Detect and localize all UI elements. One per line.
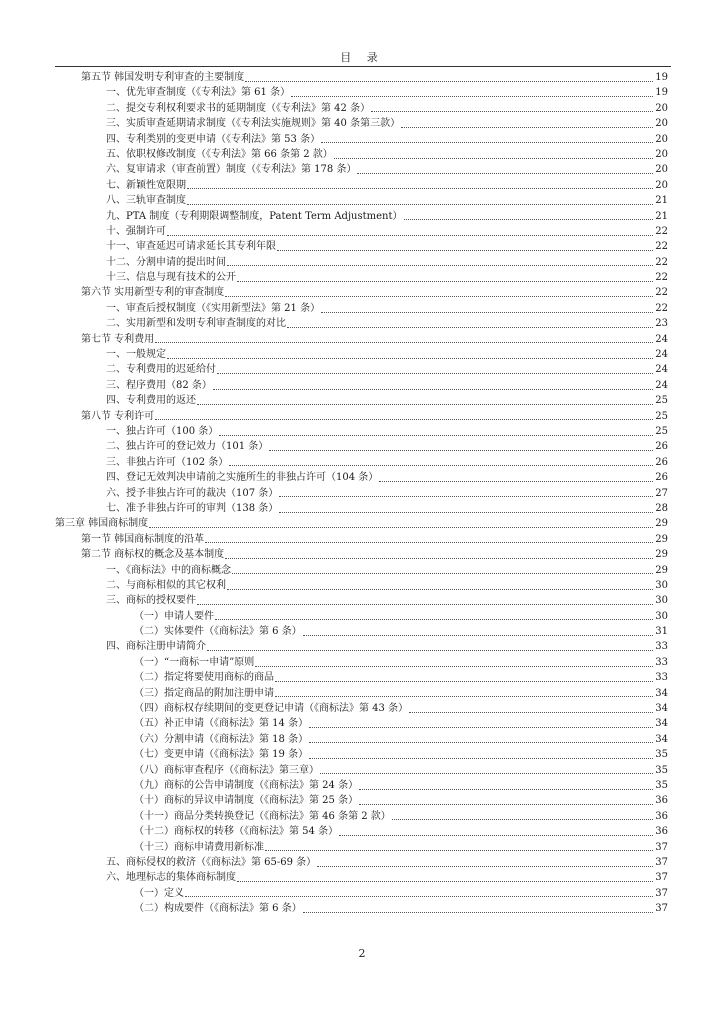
toc-entry[interactable] [0, 701, 724, 716]
toc-entry[interactable] [0, 547, 724, 562]
toc-leader-dots [409, 711, 653, 713]
toc-entry-page: 29 [655, 549, 668, 561]
toc-entry-title: （一）“一商标一申请”原则 [134, 656, 255, 668]
toc-entry-page: 24 [655, 364, 668, 376]
toc-entry-page: 34 [655, 718, 668, 730]
toc-leader-dots [359, 803, 653, 805]
toc-leader-dots [317, 865, 653, 867]
toc-entry-page: 22 [655, 272, 668, 284]
toc-entry-title: 三、实质审查延期请求制度（《专利法实施规则》第 40 条第三款） [106, 118, 401, 130]
toc-entry-title: （三）指定商品的附加注册申请 [134, 687, 274, 699]
toc-entry-title: （九）商标的公告申请制度（《商标法》第 24 条） [134, 779, 359, 791]
toc-entry[interactable] [0, 378, 724, 393]
toc-entry[interactable] [0, 670, 724, 685]
toc-leader-dots [359, 788, 653, 790]
toc-entry-title: 第五节 韩国发明专利审查的主要制度 [81, 72, 245, 83]
toc-leader-dots [275, 695, 653, 697]
toc-entry-title: （二）构成要件（《商标法》第 6 条） [134, 903, 302, 915]
toc-entry-page: 36 [655, 826, 668, 838]
toc-entry-page: 29 [655, 533, 668, 545]
toc-entry-title: 四、登记无效判决申请前之实施所生的非独占许可（104 条） [106, 472, 379, 484]
toc-entry-page: 31 [655, 626, 668, 638]
toc-entry[interactable] [0, 501, 724, 516]
toc-leader-dots [334, 157, 653, 159]
toc-entry-title: 第八节 专利许可 [81, 410, 155, 422]
toc-leader-dots [227, 588, 653, 590]
toc-entry[interactable] [0, 732, 724, 747]
toc-leader-dots [205, 541, 653, 543]
toc-leader-dots [213, 388, 653, 390]
toc-entry-page: 20 [655, 164, 668, 176]
toc-entry-title: 四、商标注册申请简介 [106, 641, 206, 653]
toc-leader-dots [215, 618, 653, 620]
toc-entry-page: 20 [655, 148, 668, 160]
toc-entry-title: 一、一般规定 [106, 349, 166, 361]
toc-entry-title: 第三章 韩国商标制度 [55, 518, 149, 530]
toc-leader-dots [197, 603, 653, 605]
toc-entry-page: 26 [655, 472, 668, 484]
toc-entry[interactable] [0, 778, 724, 793]
toc-entry-page: 27 [655, 487, 668, 499]
toc-entry-title: （二）实体要件（《商标法》第 6 条） [134, 626, 302, 638]
toc-entry-title: （七）变更申请（《商标法》第 19 条） [134, 749, 309, 761]
toc-leader-dots [225, 295, 653, 297]
toc-entry-page: 37 [655, 872, 668, 884]
toc-entry[interactable] [0, 563, 724, 578]
toc-entry[interactable] [0, 132, 724, 147]
toc-leader-dots [237, 280, 653, 282]
toc-entry-title: （十三）商标申请费用新标准 [134, 841, 264, 853]
toc-entry-page: 36 [655, 810, 668, 822]
toc-entry-title: （二）指定将要使用商标的商品 [134, 672, 274, 684]
toc-leader-dots [277, 249, 653, 251]
toc-entry[interactable] [0, 85, 724, 100]
toc-entry[interactable] [0, 716, 724, 731]
toc-entry[interactable] [0, 578, 724, 593]
toc-entry[interactable] [0, 840, 724, 855]
toc-entry-page: 20 [655, 102, 668, 114]
page-header-title: 目 录 [340, 51, 384, 64]
toc-leader-dots [149, 526, 653, 528]
toc-entry-title: （一）定义 [134, 887, 184, 899]
toc-entry[interactable] [0, 362, 724, 377]
toc-entry[interactable] [0, 763, 724, 778]
toc-entry-page: 22 [655, 241, 668, 253]
toc-leader-dots [187, 187, 653, 189]
toc-leader-dots [303, 911, 653, 913]
toc-entry-title: 第七节 专利费用 [81, 333, 155, 345]
toc-leader-dots [237, 880, 653, 882]
toc-entry[interactable] [0, 439, 724, 454]
toc-entry-page: 21 [655, 195, 668, 207]
toc-entry-page: 35 [655, 749, 668, 761]
toc-leader-dots [167, 234, 653, 236]
toc-entry-page: 33 [655, 656, 668, 668]
toc-entry[interactable] [0, 209, 724, 224]
toc-entry-title: 七、准予非独占许可的审判（138 条） [106, 502, 279, 514]
toc-entry-page: 20 [655, 133, 668, 145]
toc-leader-dots [255, 665, 653, 667]
toc-entry[interactable] [0, 639, 724, 654]
toc-entry[interactable] [0, 285, 724, 300]
toc-entry[interactable] [0, 855, 724, 870]
toc-entry[interactable] [0, 409, 724, 424]
toc-entry-page: 22 [655, 302, 668, 314]
toc-entry[interactable] [0, 193, 724, 208]
toc-entry-title: （十二）商标权的转移（《商标法》第 54 条） [134, 826, 339, 838]
toc-leader-dots [401, 126, 653, 128]
toc-entry-page: 37 [655, 903, 668, 915]
toc-entry-title: 第二节 商标权的概念及基本制度 [81, 549, 225, 561]
toc-leader-dots [371, 110, 653, 112]
toc-entry[interactable] [0, 824, 724, 839]
toc-entry-title: 十二、分割申请的提出时间 [106, 256, 226, 268]
toc-entry-title: 一、《商标法》中的商标概念 [106, 564, 231, 576]
toc-entry-page: 29 [655, 564, 668, 576]
toc-entry-title: （六）分割申请（《商标法》第 18 条） [134, 733, 309, 745]
toc-entry-page: 34 [655, 733, 668, 745]
toc-entry-title: （一）申请人要件 [134, 610, 214, 622]
toc-leader-dots [275, 680, 653, 682]
toc-entry-page: 21 [655, 210, 668, 222]
toc-entry[interactable] [0, 532, 724, 547]
toc-entry-page: 20 [655, 179, 668, 191]
toc-leader-dots [232, 572, 653, 574]
toc-entry-page: 24 [655, 379, 668, 391]
toc-entry[interactable] [0, 747, 724, 762]
toc-entry-title: （十一）商品分类转换登记（《商标法》第 46 条第 2 款） [134, 810, 391, 822]
header-rule [55, 66, 671, 67]
toc-leader-dots [303, 634, 653, 636]
toc-entry[interactable] [0, 486, 724, 501]
toc-entry-title: 一、审查后授权制度（《实用新型法》第 21 条） [106, 302, 321, 314]
toc-entry[interactable] [0, 347, 724, 362]
toc-leader-dots [320, 772, 653, 774]
toc-leader-dots [227, 264, 653, 266]
toc-entry-title: 二、专利费用的迟延给付 [106, 364, 216, 376]
toc-entry[interactable] [0, 793, 724, 808]
toc-entry-page: 26 [655, 441, 668, 453]
toc-entry-title: （十）商标的异议申请制度（《商标法》第 25 条） [134, 795, 359, 807]
toc-entry-title: 四、专利类别的变更申请（《专利法》第 53 条） [106, 133, 321, 145]
toc-entry-page: 22 [655, 256, 668, 268]
toc-entry[interactable] [0, 901, 724, 916]
table-of-contents [0, 70, 724, 916]
toc-leader-dots [357, 172, 653, 174]
toc-entry[interactable] [0, 655, 724, 670]
toc-entry-title: （五）补正申请（《商标法》第 14 条） [134, 718, 309, 730]
toc-entry-title: 三、程序费用（82 条） [106, 379, 212, 391]
toc-leader-dots [155, 341, 653, 343]
toc-entry[interactable] [0, 886, 724, 901]
toc-entry-page: 33 [655, 672, 668, 684]
toc-entry[interactable] [0, 809, 724, 824]
toc-entry[interactable] [0, 516, 724, 531]
toc-entry-page: 37 [655, 841, 668, 853]
toc-entry-page: 23 [655, 318, 668, 330]
toc-entry-title: 二、与商标相似的其它权利 [106, 579, 226, 591]
toc-entry-page: 28 [655, 502, 668, 514]
toc-leader-dots [321, 141, 653, 143]
toc-entry-page: 37 [655, 887, 668, 899]
toc-entry[interactable] [0, 470, 724, 485]
toc-entry-title: 五、商标侵权的救济（《商标法》第 65-69 条） [106, 856, 317, 868]
toc-leader-dots [245, 80, 653, 82]
toc-entry-title: 七、新颖性宽限期 [106, 179, 186, 191]
toc-entry[interactable] [0, 116, 724, 131]
toc-leader-dots [207, 649, 653, 651]
toc-entry-page: 29 [655, 518, 668, 530]
page-number: 2 [358, 947, 366, 960]
toc-entry-title: 九、PTA 制度（专利期限调整制度，Patent Term Adjustment） [106, 210, 403, 222]
toc-leader-dots [309, 757, 653, 759]
toc-entry[interactable] [0, 332, 724, 347]
toc-entry[interactable] [0, 424, 724, 439]
toc-leader-dots [279, 511, 653, 513]
toc-leader-dots [309, 726, 653, 728]
toc-leader-dots [379, 480, 653, 482]
toc-entry-title: 六、授予非独占许可的裁决（107 条） [106, 487, 279, 499]
toc-entry-page: 30 [655, 595, 668, 607]
toc-entry-page: 25 [655, 395, 668, 407]
toc-entry-page: 22 [655, 225, 668, 237]
toc-entry-title: 第一节 韩国商标制度的沿革 [81, 533, 205, 545]
toc-entry[interactable] [0, 178, 724, 193]
toc-leader-dots [269, 449, 653, 451]
toc-leader-dots [287, 326, 653, 328]
toc-entry-page: 30 [655, 610, 668, 622]
toc-entry-title: 三、商标的授权要件 [106, 595, 196, 607]
toc-leader-dots [265, 849, 653, 851]
toc-leader-dots [291, 95, 653, 97]
toc-entry-title: 二、提交专利权利要求书的延期制度（《专利法》第 42 条） [106, 102, 371, 114]
toc-entry-page: 37 [655, 856, 668, 868]
toc-leader-dots [321, 311, 653, 313]
toc-entry[interactable] [0, 301, 724, 316]
toc-entry-page: 24 [655, 333, 668, 345]
toc-entry-title: 四、专利费用的返还 [106, 395, 196, 407]
toc-entry-page: 35 [655, 779, 668, 791]
toc-entry-title: 六、复审请求（审查前置）制度（《专利法》第 178 条） [106, 164, 357, 176]
toc-entry[interactable] [0, 147, 724, 162]
toc-entry-page: 34 [655, 703, 668, 715]
toc-entry-page: 30 [655, 579, 668, 591]
toc-entry[interactable] [0, 455, 724, 470]
toc-entry[interactable] [0, 162, 724, 177]
toc-entry-page: 36 [655, 795, 668, 807]
toc-leader-dots [185, 895, 653, 897]
toc-entry-page: 33 [655, 641, 668, 653]
toc-leader-dots [279, 495, 653, 497]
toc-leader-dots [167, 357, 653, 359]
toc-leader-dots [219, 434, 653, 436]
toc-leader-dots [229, 464, 653, 466]
toc-entry[interactable] [0, 624, 724, 639]
toc-entry[interactable] [0, 870, 724, 885]
toc-entry-title: 五、依职权修改制度（《专利法》第 66 条第 2 款） [106, 148, 333, 160]
toc-entry-page: 19 [655, 87, 668, 99]
toc-entry-title: 十三、信息与现有技术的公开 [106, 272, 236, 284]
toc-entry-title: 六、地理标志的集体商标制度 [106, 872, 236, 884]
toc-entry[interactable] [0, 593, 724, 608]
toc-entry-title: 十、强制许可 [106, 225, 166, 237]
toc-entry-title: 第六节 实用新型专利的审查制度 [81, 287, 225, 299]
toc-leader-dots [217, 372, 653, 374]
toc-entry-title: 一、独占许可（100 条） [106, 425, 219, 437]
toc-entry-page: 25 [655, 425, 668, 437]
toc-entry[interactable] [0, 255, 724, 270]
toc-entry-title: （四）商标权存续期间的变更登记申请（《商标法》第 43 条） [134, 703, 409, 715]
toc-entry-page: 24 [655, 349, 668, 361]
toc-entry-page: 35 [655, 764, 668, 776]
toc-leader-dots [155, 418, 653, 420]
toc-entry[interactable] [0, 70, 724, 85]
toc-leader-dots [187, 203, 653, 205]
toc-entry[interactable] [0, 239, 724, 254]
toc-entry-title: （八）商标审查程序（《商标法》第三章） [134, 764, 319, 776]
toc-entry-page: 20 [655, 118, 668, 130]
toc-entry-title: 三、非独占许可（102 条） [106, 456, 229, 468]
toc-leader-dots [309, 741, 653, 743]
toc-entry-page: 22 [655, 287, 668, 299]
toc-entry-title: 一、优先审查制度（《专利法》第 61 条） [106, 87, 291, 99]
toc-leader-dots [339, 834, 653, 836]
toc-entry-page: 26 [655, 456, 668, 468]
toc-entry[interactable] [0, 224, 724, 239]
toc-entry-title: 八、三轨审查制度 [106, 195, 186, 207]
toc-entry-title: 十一、审查延迟可请求延长其专利年限 [106, 241, 276, 253]
toc-entry-page: 19 [655, 72, 668, 83]
toc-entry[interactable] [0, 101, 724, 116]
toc-entry-page: 34 [655, 687, 668, 699]
toc-leader-dots [197, 403, 653, 405]
toc-entry-page: 25 [655, 410, 668, 422]
toc-leader-dots [225, 557, 653, 559]
toc-entry[interactable] [0, 316, 724, 331]
toc-leader-dots [392, 818, 653, 820]
toc-entry[interactable] [0, 686, 724, 701]
toc-entry[interactable] [0, 609, 724, 624]
toc-leader-dots [404, 218, 654, 220]
toc-entry-title: 二、实用新型和发明专利审查制度的对比 [106, 318, 286, 330]
toc-entry-title: 二、独占许可的登记效力（101 条） [106, 441, 269, 453]
toc-entry[interactable] [0, 393, 724, 408]
toc-entry[interactable] [0, 270, 724, 285]
